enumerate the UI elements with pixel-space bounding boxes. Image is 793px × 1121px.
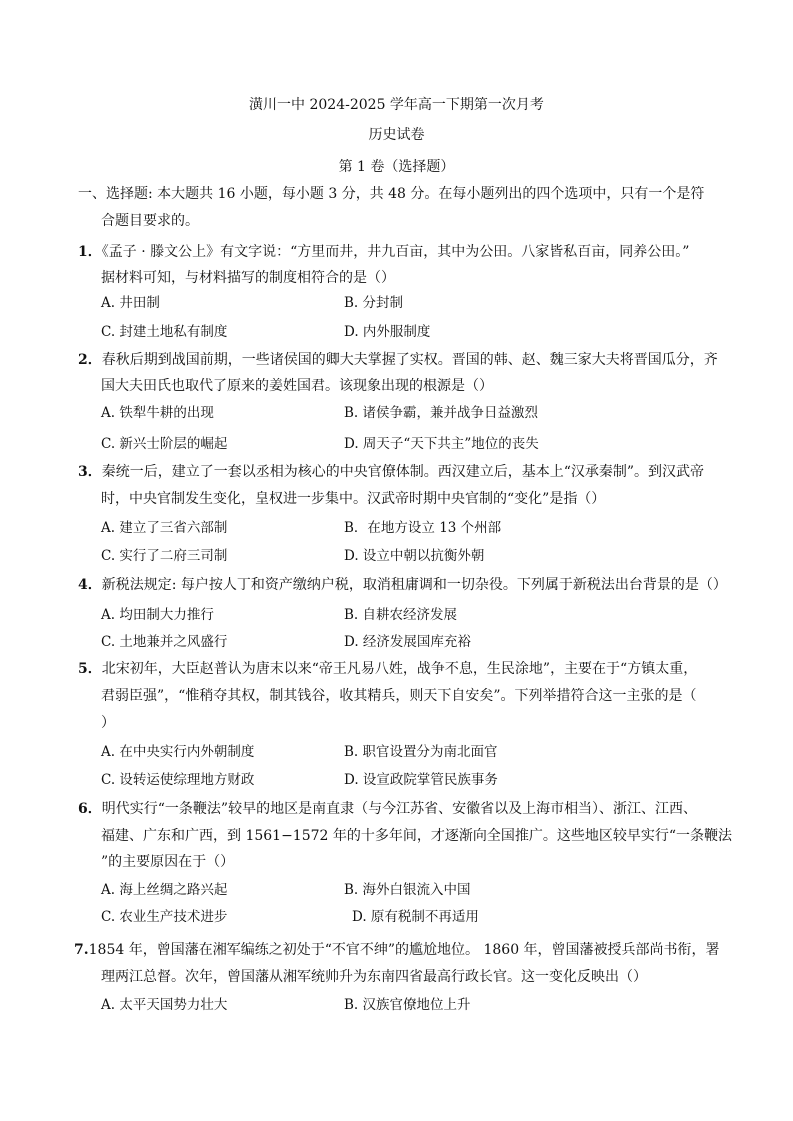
- question-4-option-b[interactable]: B. 自耕农经济发展: [344, 607, 458, 623]
- question-5-line-3: ）: [101, 715, 115, 731]
- question-2-line-2: 国大夫田氏也取代了原来的姜姓国君。该现象出现的根源是（）: [101, 378, 493, 394]
- question-7-option-b[interactable]: B. 汉族官僚地位上升: [344, 997, 471, 1013]
- question-1-line-2: 据材料可知，与材料描写的制度相符合的是（）: [101, 270, 395, 286]
- question-7-option-a[interactable]: A. 太平天国势力壮大: [101, 997, 228, 1013]
- section-instructions-line-2: 合题目要求的。: [101, 213, 199, 229]
- question-6-option-b[interactable]: B. 海外白银流入中国: [344, 882, 471, 898]
- question-4-option-c[interactable]: C. 土地兼并之风盛行: [101, 634, 228, 650]
- question-6-line-2: 福建、广东和广西，到 1561−1572 年的十多年间，才逐渐向全国推广。这些地区较早实行“一条鞭法: [101, 828, 733, 844]
- question-2-option-d[interactable]: D. 周天子“天下共主”地位的丧失: [344, 436, 539, 452]
- section-instructions-line-1: 一、选择题: 本大题共 16 小题，每小题 3 分，共 48 分。在每小题列出的四个选项中，只有一个是符: [78, 186, 705, 202]
- question-3-option-c[interactable]: C. 实行了二府三司制: [101, 548, 228, 564]
- question-5-line-2: 君弱臣强”，“惟稍夺其权，制其钱谷，收其精兵，则天下自安矣”。下列举措符合这一主张的是（: [101, 688, 697, 704]
- question-7-line-2: 理两江总督。次年，曾国藩从湘军统帅升为东南四省最高行政长官。这一变化反映出（）: [101, 969, 647, 985]
- question-7-text-1: 1854 年，曾国藩在湘军编练之初处于“不官不绅”的尴尬地位。 1860 年，曾国藩被授兵部尚书衔，署: [88, 942, 720, 958]
- question-1-number: 1．: [78, 244, 102, 260]
- question-5-option-c[interactable]: C. 设转运使综理地方财政: [101, 772, 255, 788]
- question-6-number: 6．: [78, 801, 102, 817]
- question-4-number: 4．: [78, 577, 102, 593]
- question-3-line-1: [78, 462, 704, 482]
- question-2-option-b[interactable]: B. 诸侯争霸，兼并战争日益激烈: [344, 405, 539, 421]
- question-6-text-1: 明代实行“一条鞭法”较早的地区是南直隶（与今江苏省、安徽省以及上海市相当）、浙江、江西、: [101, 801, 698, 817]
- question-5-text-1: 北宋初年，大臣赵普认为唐末以来“帝王凡易八姓，战争不息，生民涂地”，主要在于“方镇太重，: [101, 661, 698, 677]
- question-7-number: 7.: [74, 942, 89, 958]
- question-1-option-b[interactable]: B. 分封制: [344, 295, 404, 311]
- question-2-text-1: 春秋后期到战国前期，一些诸侯国的卿大夫掌握了实权。晋国的韩、赵、魏三家大夫将晋国瓜分，齐: [101, 352, 718, 368]
- question-4-line-1: [78, 575, 727, 595]
- question-4-option-d[interactable]: D. 经济发展国库充裕: [344, 634, 471, 650]
- question-2-option-c[interactable]: C. 新兴士阶层的崛起: [101, 436, 228, 452]
- question-3-option-d[interactable]: D. 设立中朝以抗衡外朝: [344, 548, 485, 564]
- question-5-line-1: [78, 659, 697, 679]
- volume-heading: 第 1 卷（选择题）: [338, 159, 455, 175]
- exam-subject: 历史试卷: [368, 127, 425, 143]
- question-1-line-1: [78, 242, 689, 262]
- question-2-number: 2．: [78, 352, 102, 368]
- question-6-line-1: [78, 799, 697, 819]
- question-3-text-1: 秦统一后，建立了一套以丞相为核心的中央官僚体制。西汉建立后，基本上“汉承秦制”。到汉武帝: [101, 464, 705, 480]
- question-1-text-1: 《孟子 · 滕文公上》有文字说：“方里而井，井九百亩，其中为公田。八家皆私百亩，同养公田。”: [101, 244, 690, 260]
- question-3-option-b[interactable]: B．在地方设立 13 个州部: [344, 520, 502, 536]
- question-1-option-c[interactable]: C. 封建土地私有制度: [101, 324, 228, 340]
- question-6-option-a[interactable]: A. 海上丝绸之路兴起: [101, 882, 228, 898]
- question-2-line-1: [78, 350, 718, 370]
- question-4-text-1: 新税法规定: 每户按人丁和资产缴纳户税，取消租庸调和一切杂役。下列属于新税法出台背景的是（）: [101, 577, 727, 593]
- question-5-number: 5．: [78, 661, 102, 677]
- question-7-line-1: [74, 940, 720, 960]
- question-5-option-a[interactable]: A. 在中央实行内外朝制度: [101, 744, 255, 760]
- question-5-option-b[interactable]: B. 职官设置分为南北面官: [344, 744, 498, 760]
- question-3-line-2: 时，中央官制发生变化，皇权进一步集中。汉武帝时期中央官制的“变化”是指（）: [101, 491, 606, 507]
- question-3-option-a[interactable]: A. 建立了三省六部制: [101, 520, 228, 536]
- question-1-option-a[interactable]: A. 井田制: [101, 295, 160, 311]
- question-4-option-a[interactable]: A. 均田制大力推行: [101, 607, 214, 623]
- question-6-line-3: ”的主要原因在于（）: [101, 854, 235, 870]
- question-2-option-a[interactable]: A. 铁犁牛耕的出现: [101, 405, 214, 421]
- exam-title: 潢川一中 2024-2025 学年高一下期第一次月考: [249, 97, 544, 113]
- question-6-option-c[interactable]: C. 农业生产技术进步: [101, 909, 228, 925]
- question-6-option-d[interactable]: D. 原有税制不再适用: [352, 909, 479, 925]
- question-3-number: 3．: [78, 464, 102, 480]
- question-1-option-d[interactable]: D. 内外服制度: [344, 324, 431, 340]
- question-5-option-d[interactable]: D. 设宣政院掌管民族事务: [344, 772, 498, 788]
